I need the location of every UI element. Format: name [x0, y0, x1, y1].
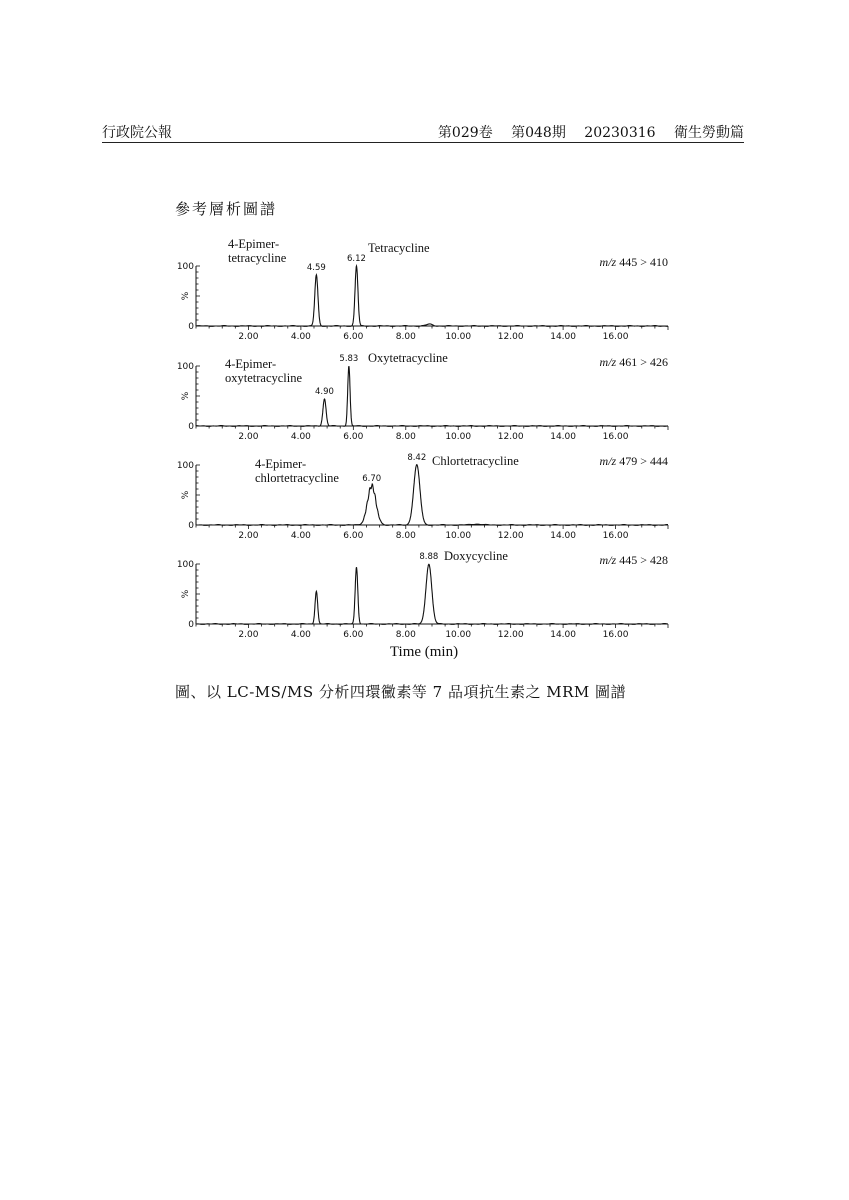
y-tick-label: 100	[176, 560, 194, 570]
x-tick-label: 4.00	[290, 531, 311, 541]
peak-rt-label: 8.88	[419, 552, 439, 562]
compound-label: 4-Epimer-tetracycline	[228, 237, 287, 265]
x-tick-label: 8.00	[395, 630, 416, 640]
chromatogram-trace	[196, 564, 668, 624]
y-tick-label: 0	[188, 422, 194, 432]
y-axis-label: %	[181, 291, 191, 301]
volume-number: 第029卷	[437, 125, 493, 141]
mz-transition-label: m/z 479 > 444	[599, 454, 668, 468]
y-tick-label: 0	[188, 322, 194, 332]
section-title: 參考層析圖譜	[175, 200, 278, 218]
x-tick-label: 4.00	[290, 432, 311, 442]
x-tick-label: 6.00	[343, 332, 364, 342]
publication-date: 20230316	[584, 125, 656, 141]
x-tick-label: 16.00	[602, 332, 629, 342]
chromatogram-panel	[177, 351, 668, 442]
x-tick-label: 4.00	[290, 630, 311, 640]
x-tick-label: 6.00	[343, 432, 364, 442]
x-tick-label: 6.00	[343, 630, 364, 640]
mz-transition-label: m/z 445 > 428	[599, 553, 668, 567]
compound-label: 4-Epimer-oxytetracycline	[225, 357, 303, 385]
publication-name: 行政院公報	[102, 125, 172, 141]
x-tick-label: 10.00	[445, 531, 472, 541]
peak-rt-label: 5.83	[339, 354, 359, 364]
chromatogram-panel	[177, 237, 668, 342]
x-tick-label: 10.00	[445, 332, 472, 342]
x-axis-title: Time (min)	[389, 644, 459, 660]
y-tick-label: 100	[176, 262, 194, 272]
compound-label: 4-Epimer-chlortetracycline	[255, 457, 339, 485]
x-tick-label: 12.00	[497, 332, 524, 342]
x-tick-label: 2.00	[238, 432, 259, 442]
x-tick-label: 2.00	[238, 332, 259, 342]
x-tick-label: 8.00	[395, 332, 416, 342]
y-tick-label: 100	[176, 362, 194, 372]
x-tick-label: 12.00	[497, 630, 524, 640]
compound-label: Chlortetracycline	[432, 454, 519, 468]
x-tick-label: 12.00	[497, 432, 524, 442]
mz-transition-label: m/z 445 > 410	[599, 255, 668, 269]
x-tick-label: 14.00	[550, 531, 576, 541]
x-tick-label: 8.00	[395, 531, 416, 541]
y-axis-label: %	[181, 391, 191, 401]
x-tick-label: 4.00	[290, 332, 311, 342]
x-tick-label: 16.00	[602, 531, 629, 541]
x-tick-label: 6.00	[343, 531, 364, 541]
y-axis-label: %	[181, 490, 191, 500]
x-tick-label: 10.00	[445, 432, 472, 442]
peak-rt-label: 6.12	[347, 254, 366, 264]
peak-rt-label: 4.59	[306, 263, 326, 273]
x-tick-label: 10.00	[445, 630, 472, 640]
peak-rt-label: 4.90	[315, 387, 334, 397]
mz-transition-label: m/z 461 > 426	[599, 355, 668, 369]
peak-rt-label: 8.42	[407, 453, 427, 463]
x-tick-label: 16.00	[602, 630, 629, 640]
figure-caption: 圖、以 LC-MS/MS 分析四環黴素等 7 品項抗生素之 MRM 圖譜	[175, 683, 626, 701]
section-name: 衛生勞動篇	[674, 125, 744, 141]
y-tick-label: 100	[176, 461, 194, 471]
x-tick-label: 14.00	[550, 432, 576, 442]
chromatogram-panel	[177, 453, 668, 541]
compound-label: Oxytetracycline	[368, 351, 448, 365]
y-axis-label: %	[181, 589, 191, 599]
chromatogram-panel	[177, 549, 668, 640]
peak-rt-label: 6.70	[362, 474, 382, 484]
y-tick-label: 0	[188, 620, 194, 630]
x-tick-label: 16.00	[602, 432, 629, 442]
x-tick-label: 14.00	[550, 630, 576, 640]
x-tick-label: 8.00	[395, 432, 416, 442]
compound-label: Tetracycline	[368, 241, 430, 255]
issue-number: 第048期	[511, 125, 566, 141]
chromatogram-trace	[196, 266, 668, 326]
x-tick-label: 12.00	[497, 531, 524, 541]
x-tick-label: 2.00	[238, 630, 259, 640]
x-tick-label: 2.00	[238, 531, 259, 541]
compound-label: Doxycycline	[444, 549, 508, 563]
x-tick-label: 14.00	[550, 332, 576, 342]
y-tick-label: 0	[188, 521, 194, 531]
